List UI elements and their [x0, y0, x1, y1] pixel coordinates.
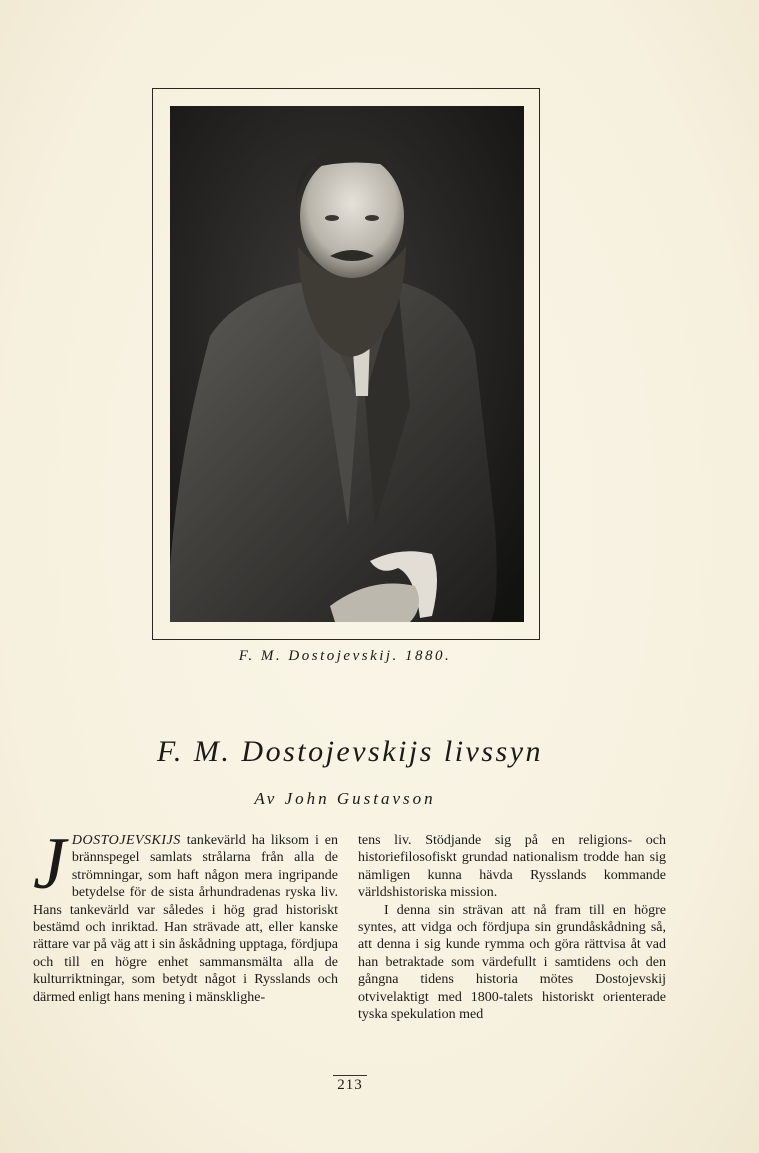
page-number-rule	[333, 1075, 367, 1076]
lead-word: DOSTOJEVSKIJS	[71, 833, 181, 848]
portrait-photo	[170, 106, 524, 622]
article-title: F. M. Dostojevskijs livssyn	[156, 735, 544, 768]
text-column-right	[358, 832, 666, 1023]
paragraph: tens liv. Stödjande sig på en religions- och historiefilosofiskt grundad nationalism trodde han sig nämligen kunna hävda Rysslands kommande världshistoriska mission.	[358, 833, 666, 901]
portrait-image	[170, 106, 524, 622]
text-column-left	[33, 823, 338, 1006]
paragraph: I denna sin strävan att nå fram till en högre syntes, att vidga och fördjupa sin grundåskådning så, att denna i sig kunde rymma och göra rättvisa åt vad han betraktade som värdefullt i samtidens och den gångna tidens historia mötes Dostojevskij otvivelaktigt med 1800-talets historiskt orienterade tyska spekulation med	[358, 902, 666, 1023]
article-byline: Av John Gustavson	[254, 789, 436, 808]
drop-cap: J	[33, 823, 66, 905]
page-number: 213	[337, 1077, 363, 1093]
paragraph-text: tankevärld ha liksom i en brännspegel samlats strålarna från alla de strömningar, som haft någon mera ingripande betydelse för de sista århundradenas ryska liv. Hans tankevärld var således i hög grad historiskt bestämd och inriktad. Han strävade att, eller kanske rättare var på väg att i sin åskådning upptaga, fördjupa och till en högre enhet sammansmälta alla de kulturriktningar, som betydt något i Rysslands och därmed enligt hans mening i mänsklighe-	[33, 833, 338, 1005]
paragraph	[33, 823, 338, 1006]
photo-caption: F. M. Dostojevskij. 1880.	[238, 648, 452, 664]
